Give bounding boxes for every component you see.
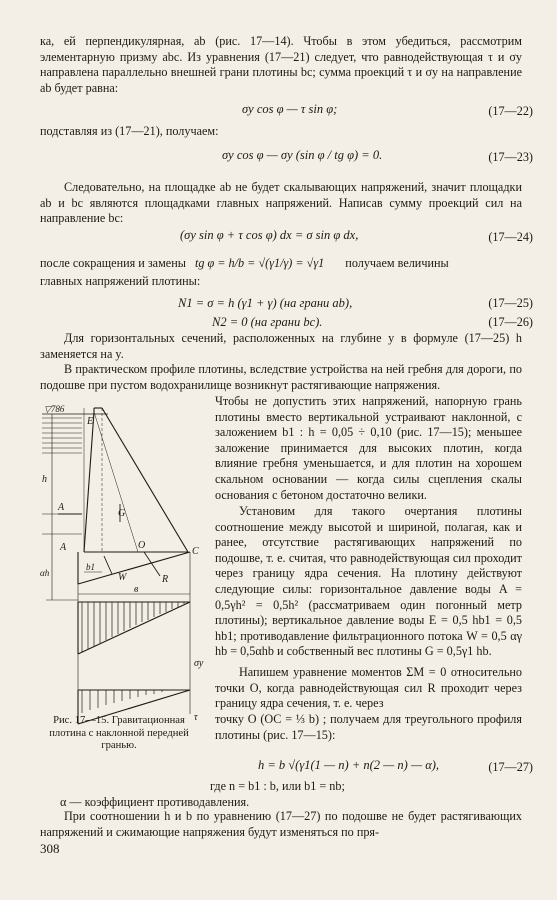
equation-17-24: (σy sin φ + τ cos φ) dx = σ sin φ dx, bbox=[180, 228, 359, 242]
eq-number-17-26: (17—26) bbox=[488, 315, 533, 329]
water-hatch bbox=[42, 418, 82, 453]
column-paragraph-2: Установим для такого очертания плотины соотношение между высотой и шириной, полагая, как и ранее, отсутствие растягивающих напряжений по подошве, т. е. считая, что равнодействующая сил проходит через границу ядра сечения. На плотину действуют следующие силы: горизонтальное давление воды A = 0,5γh² = 0,5h² (рассматриваем один погонный метр плотины); вертикальное давление воды E = 0,5 hb1 = 0,5 hb1; противодавление фильтрационного потока W = 0,5 αγ hb = 0,5αhb и собственный вес плотины G = 0,5γ1 hb. bbox=[215, 504, 522, 659]
eq-number-17-27: (17—27) bbox=[488, 760, 533, 774]
label-R: R bbox=[162, 574, 169, 585]
paragraph-1: ка, ей перпендикулярная, ab (рис. 17—14). Чтобы в этом убедиться, рассмотрим элементарную призму abc. Из уравнения (17—21) следует, что равнодействующая τ и σy направлена параллельно внешней грани плотины bc; сумма проекций τ и σy на направление ab будет равна: bbox=[40, 34, 522, 95]
eq-number-17-24: (17—24) bbox=[488, 230, 533, 244]
eq-number-17-25: (17—25) bbox=[488, 296, 533, 310]
equation-17-22: σy cos φ — τ sin φ; bbox=[242, 102, 338, 116]
column-paragraph-3: Напишем уравнение моментов ΣM = 0 относительно точки O, когда равнодействующая сил R проходит через границу ядра сечения, т. е. через bbox=[215, 665, 522, 711]
tangent-equation: tg φ = h/b = √(γ1/γ) = √γ1 bbox=[194, 256, 325, 270]
paragraph-8: α — коэффициент противодавления. bbox=[60, 795, 250, 809]
paragraph-4-text: после сокращения и замены bbox=[40, 256, 186, 270]
label-G: G bbox=[118, 508, 126, 519]
label-O: O bbox=[138, 540, 146, 551]
eq-number-17-23: (17—23) bbox=[488, 150, 533, 164]
label-h: h bbox=[42, 474, 47, 485]
paragraph-9: При соотношении h и b по уравнению (17—27) по подошве не будет растягивающих напряжений и сжимающие напряжения будут изменяться по пря- bbox=[40, 809, 522, 839]
label-W: W bbox=[118, 572, 127, 583]
figure-caption: Рис. 17—15. Гравитационная плотина с наклонной передней гранью. bbox=[49, 715, 189, 752]
label-alpha-h: αh bbox=[40, 568, 50, 578]
label-sigma-y: σy bbox=[194, 658, 204, 669]
dimension-lines bbox=[42, 414, 190, 600]
paragraph-3: Следовательно, на площадке ab не будет скалывающих напряжений, значит площадки ab и bc являются площадками главных напряжений. Написав сумму проекций сил на направление bc: bbox=[40, 180, 522, 226]
column-paragraph-1: Чтобы не допустить этих напряжений, напорную грань плотины вместо вертикальной устраивают наклонной, с заложением b1 : h = 0,05 ÷ 0,10 (рис. 17—15); меньшее заложение принимается для высоких плотин, когда влияние гребня уменьшается, и для плотин на хорошем скальном основании — когда силы сцепления скалы основания с бетоном достаточно велики. bbox=[215, 394, 522, 502]
label-C: C bbox=[192, 546, 199, 557]
paragraph-7: где n = b1 : b, или b1 = nb; bbox=[210, 779, 345, 793]
dam-figure bbox=[38, 404, 208, 723]
equation-17-23: σy cos φ — σy (sin φ / tg φ) = 0. bbox=[222, 148, 383, 162]
equation-17-25: N1 = σ = h (γ1 + γ) (на грани ab), bbox=[178, 296, 353, 310]
paragraph-4-continuation: главных напряжений плотины: bbox=[40, 274, 201, 288]
column-paragraph-4: точку O (OC = ⅓ b) ; получаем для треугольного профиля плотины (рис. 17—15): bbox=[215, 712, 522, 742]
label-b1: b1 bbox=[86, 562, 95, 572]
label-A2: A bbox=[60, 542, 67, 553]
paragraph-4-line bbox=[40, 256, 522, 272]
label-E: E bbox=[87, 416, 94, 427]
equation-17-26: N2 = 0 (на грани bc). bbox=[212, 315, 323, 329]
paragraph-2: подставляя из (17—21), получаем: bbox=[40, 124, 219, 138]
label-A: A bbox=[58, 502, 65, 513]
eq-number-17-22: (17—22) bbox=[488, 104, 533, 118]
page-number: 308 bbox=[40, 841, 60, 856]
label-tau: τ bbox=[194, 712, 198, 723]
paragraph-6: В практическом профиле плотины, вследствие устройства на ней гребня для дороги, по подошве при пустом водохранилище возникнут растягивающие напряжения. bbox=[40, 362, 522, 392]
paragraph-5: Для горизонтальных сечений, расположенных на глубине y в формуле (17—25) h заменяется на y. bbox=[40, 331, 522, 361]
paragraph-4-tail: получаем величины bbox=[345, 256, 449, 270]
water-level-label: ▽786 bbox=[44, 404, 65, 414]
equation-17-27: h = b √(γ1(1 — n) + n(2 — n) — α), bbox=[258, 758, 440, 772]
label-b: в bbox=[134, 584, 139, 595]
